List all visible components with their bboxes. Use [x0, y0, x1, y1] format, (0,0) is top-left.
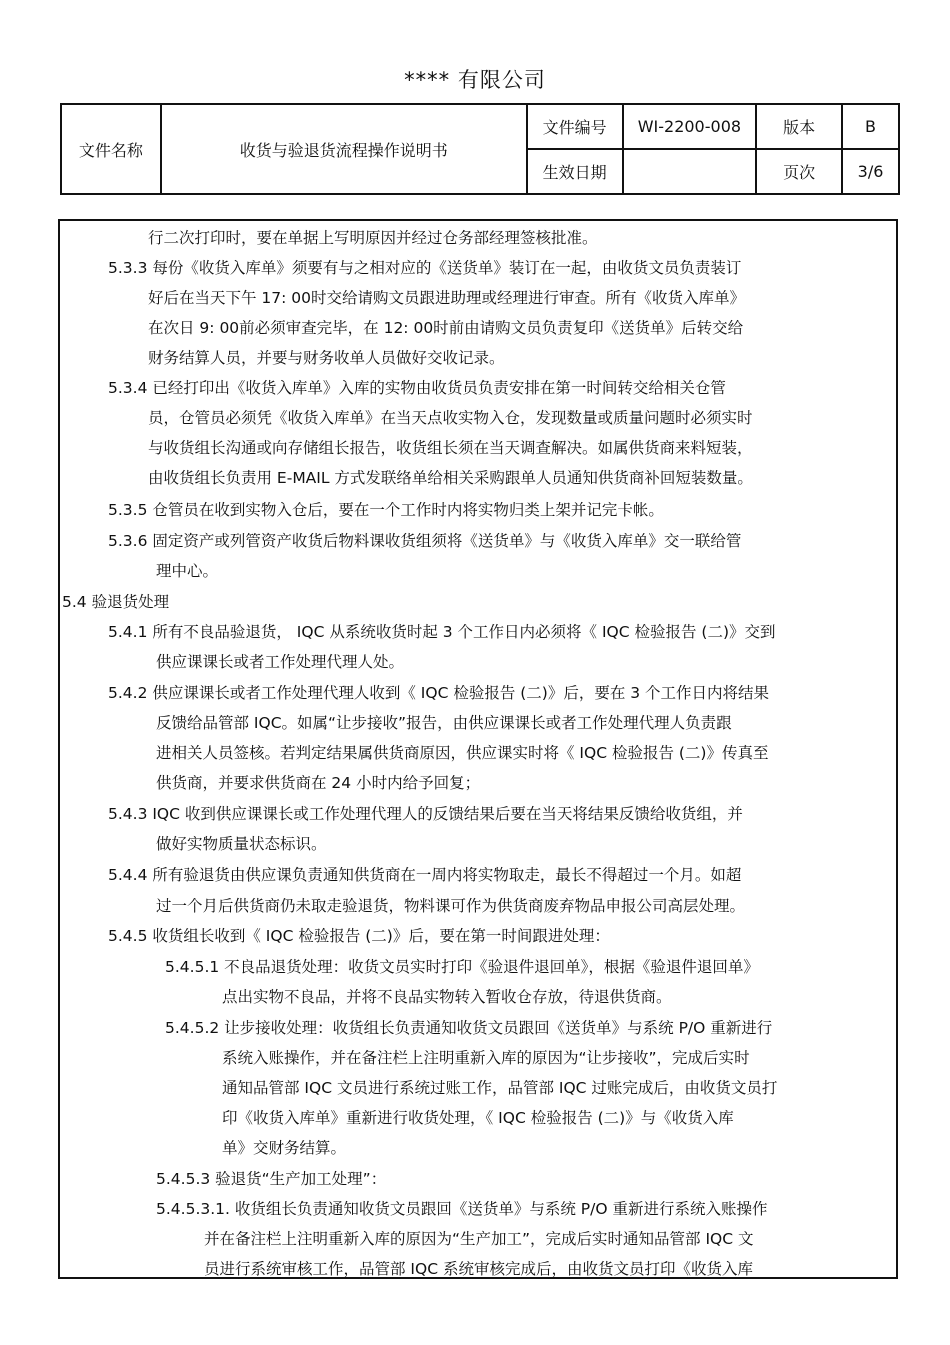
body-line: 5.4.4 所有验退货由供应课负责通知供货商在一周内将实物取走，最长不得超过一个月。如超 — [108, 866, 742, 884]
body-line: 5.3.3 每份《收货入库单》须要有与之相对应的《送货单》装订在一起，由收货文员负责装订 — [108, 259, 742, 277]
body-line: 5.4.5.3 验退货“生产加工处理”： — [156, 1170, 387, 1188]
version-label: 版本 — [756, 104, 842, 149]
body-line: 财务结算人员，并要与财务收单人员做好交收记录。 — [148, 349, 505, 367]
body-line: 5.3.5 仓管员在收到实物入仓后，要在一个工作时内将实物归类上架并记完卡帐。 — [108, 501, 664, 519]
body-line: 供应课课长或者工作处理代理人处。 — [156, 653, 405, 671]
body-line: 过一个月后供货商仍未取走验退货，物料课可作为供货商废弃物品申报公司高层处理。 — [156, 897, 746, 915]
body-line: 5.3.4 已经打印出《收货入库单》入库的实物由收货员负责安排在第一时间转交给相关仓管 — [108, 379, 726, 397]
body-line: 并在备注栏上注明重新入库的原因为“生产加工”，完成后实时通知品管部 IQC 文 — [204, 1230, 754, 1248]
body-line: 行二次打印时，要在单据上写明原因并经过仓务部经理签核批准。 — [148, 229, 598, 247]
body-line: 5.4.5.3.1. 收货组长负责通知收货文员跟回《送货单》与系统 P/O 重新进行系统入账操作 — [156, 1200, 768, 1218]
doc-no-label: 文件编号 — [527, 104, 623, 149]
body-line: 做好实物质量状态标识。 — [156, 835, 327, 853]
body-line: 进相关人员签核。若判定结果属供货商原因，供应课实时将《 IQC 检验报告 (二)》传真至 — [156, 744, 769, 762]
body-line: 系统入账操作，并在备注栏上注明重新入库的原因为“让步接收”，完成后实时 — [222, 1049, 750, 1067]
body-line: 单》交财务结算。 — [222, 1139, 347, 1157]
page-label: 页次 — [756, 149, 842, 194]
body-line: 5.4.3 IQC 收到供应课课长或工作处理代理人的反馈结果后要在当天将结果反馈给收货组，并 — [108, 805, 743, 823]
company-title: **** 有限公司 — [404, 68, 546, 92]
body-line: 通知品管部 IQC 文员进行系统过账工作，品管部 IQC 过账完成后，由收货文员打 — [222, 1079, 778, 1097]
effective-date-label: 生效日期 — [527, 149, 623, 194]
body-line: 理中心。 — [156, 562, 219, 580]
version-value: B — [842, 104, 899, 149]
body-line: 由收货组长负责用 E-MAIL 方式发联络单给相关采购跟单人员通知供货商补回短装数量。 — [148, 469, 753, 487]
body-line: 好后在当天下午 17: 00时交给请购文员跟进助理或经理进行审查。所有《收货入库单》 — [148, 289, 746, 307]
body-line: 5.4.2 供应课课长或者工作处理代理人收到《 IQC 检验报告 (二)》后，要在 3 个工作日内将结果 — [108, 684, 770, 702]
doc-name: 收货与验退货流程操作说明书 — [161, 104, 527, 194]
body-line: 5.4.5.2 让步接收处理：收货组长负责通知收货文员跟回《送货单》与系统 P/O 重新进行 — [165, 1019, 773, 1037]
document-header-table — [60, 103, 900, 195]
body-line: 反馈给品管部 IQC。如属“让步接收”报告，由供应课课长或者工作处理代理人负责跟 — [156, 714, 732, 732]
body-line: 印《收货入库单》重新进行收货处理，《 IQC 检验报告 (二)》与《收货入库 — [222, 1109, 734, 1127]
section-heading: 5.4 验退货处理 — [62, 593, 170, 611]
body-line: 在次日 9: 00前必须审查完毕，在 12: 00时前由请购文员负责复印《送货单》后转交给 — [148, 319, 744, 337]
body-line: 5.4.5 收货组长收到《 IQC 检验报告 (二)》后，要在第一时间跟进处理： — [108, 927, 610, 945]
doc-no: WI-2200-008 — [623, 104, 757, 149]
body-line: 员进行系统审核工作，品管部 IQC 系统审核完成后，由收货文员打印《收货入库 — [204, 1260, 753, 1278]
doc-name-label: 文件名称 — [61, 104, 161, 194]
body-line: 5.3.6 固定资产或列管资产收货后物料课收货组须将《送货单》与《收货入库单》交一联给管 — [108, 532, 742, 550]
body-line: 5.4.1 所有不良品验退货， IQC 从系统收货时起 3 个工作日内必须将《 IQC 检验报告 (二)》交到 — [108, 623, 776, 641]
effective-date-value — [623, 149, 757, 194]
body-line: 供货商，并要求供货商在 24 小时内给予回复； — [156, 774, 481, 792]
page-value: 3/6 — [842, 149, 899, 194]
body-line: 与收货组长沟通或向存储组长报告，收货组长须在当天调查解决。如属供货商来料短装， — [148, 439, 753, 457]
body-line: 5.4.5.1 不良品退货处理：收货文员实时打印《验退件退回单》，根据《验退件退回单》 — [165, 958, 759, 976]
body-line: 点出实物不良品，并将不良品实物转入暂收仓存放，待退供货商。 — [222, 988, 672, 1006]
body-line: 员，仓管员必须凭《收货入库单》在当天点收实物入仓，发现数量或质量问题时必须实时 — [148, 409, 753, 427]
